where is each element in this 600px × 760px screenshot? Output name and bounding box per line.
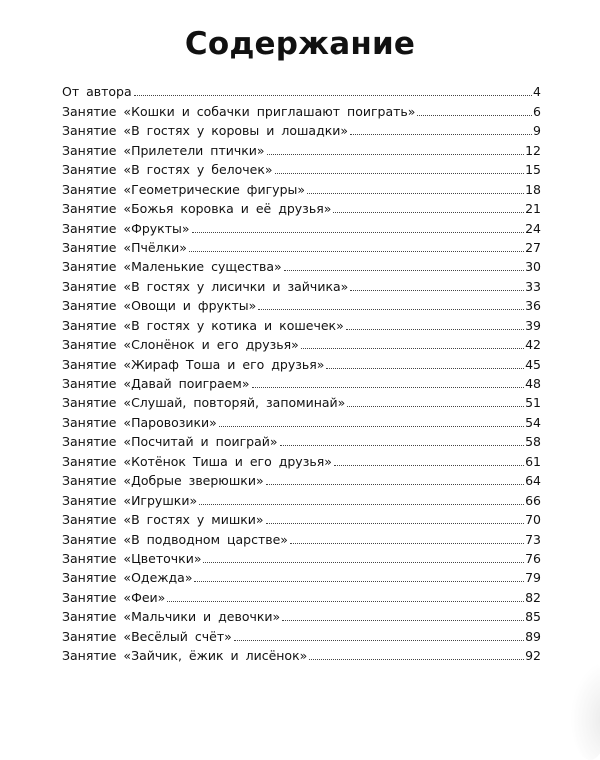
table-of-contents xyxy=(62,80,541,663)
dot-leader xyxy=(234,640,524,641)
toc-entry-page-number: 61 xyxy=(525,453,541,469)
dot-leader xyxy=(290,543,524,544)
dot-leader xyxy=(252,387,525,388)
toc-entry-title: Занятие «Добрые зверюшки» xyxy=(62,473,264,489)
toc-entry-title: Занятие «Зайчик, ёжик и лисёнок» xyxy=(62,648,308,664)
toc-entry xyxy=(62,216,541,235)
toc-entry xyxy=(62,119,541,138)
toc-entry xyxy=(62,255,541,274)
toc-entry-title: Занятие «Божья коровка и её друзья» xyxy=(62,201,332,217)
dot-leader xyxy=(350,290,524,291)
toc-entry-page-number: 58 xyxy=(525,434,541,450)
dot-leader xyxy=(333,212,524,213)
toc-entry-title: Занятие «Давай поиграем» xyxy=(62,376,250,391)
dot-leader xyxy=(346,329,524,330)
toc-entry-page-number: 27 xyxy=(525,239,541,255)
toc-entry xyxy=(62,177,541,196)
toc-entry xyxy=(62,294,541,313)
toc-entry xyxy=(62,80,541,99)
toc-entry-title: Занятие «Весёлый счёт» xyxy=(62,628,232,644)
toc-entry-title: Занятие «Посчитай и поиграй» xyxy=(62,434,278,450)
dot-leader xyxy=(219,426,524,427)
toc-entry-page-number: 66 xyxy=(525,492,541,508)
toc-entry-page-number: 12 xyxy=(525,142,541,158)
dot-leader xyxy=(266,523,525,524)
toc-entry-title: Занятие «В гостях у коровы и лошадки» xyxy=(62,123,349,139)
dot-leader xyxy=(275,173,525,174)
toc-entry xyxy=(62,508,541,527)
dot-leader xyxy=(189,251,524,252)
toc-entry-title: Занятие «Геометрические фигуры» xyxy=(62,181,306,197)
dot-leader xyxy=(199,504,524,505)
toc-entry-page-number: 73 xyxy=(525,531,541,547)
toc-entry xyxy=(62,430,541,449)
toc-entry-title: Занятие «Прилетели птички» xyxy=(62,142,265,158)
toc-entry xyxy=(62,547,541,566)
toc-entry-title: Занятие «Мальчики и девочки» xyxy=(62,609,281,625)
toc-entry-page-number: 54 xyxy=(525,414,541,430)
toc-entry-title: Занятие «В гостях у белочек» xyxy=(62,162,273,178)
dot-leader xyxy=(334,465,524,466)
toc-entry-page-number: 6 xyxy=(533,103,541,119)
page-title: Содержание xyxy=(184,26,416,62)
toc-entry-title: Занятие «Овощи и фрукты» xyxy=(62,298,257,314)
toc-entry-title: Занятие «Котёнок Тиша и его друзья» xyxy=(62,453,332,469)
toc-entry-page-number: 70 xyxy=(525,512,541,528)
toc-entry-title: От автора xyxy=(62,84,132,100)
toc-entry-page-number: 82 xyxy=(525,589,541,605)
toc-entry xyxy=(62,644,541,663)
toc-entry xyxy=(62,391,541,410)
toc-entry-title: Занятие «Паровозики» xyxy=(62,414,217,430)
dot-leader xyxy=(301,348,524,349)
toc-entry-title: Занятие «Кошки и собачки приглашают поиграть» xyxy=(62,103,416,119)
dot-leader xyxy=(350,134,532,135)
toc-entry xyxy=(62,527,541,546)
toc-entry-page-number: 15 xyxy=(525,162,541,178)
toc-entry xyxy=(62,333,541,352)
toc-entry xyxy=(62,488,541,507)
toc-entry-page-number: 21 xyxy=(525,201,541,217)
toc-entry-page-number: 76 xyxy=(525,550,541,566)
toc-entry-page-number: 9 xyxy=(533,123,541,139)
toc-entry xyxy=(62,313,541,332)
page-corner-shadow xyxy=(570,660,600,760)
toc-entry-title: Занятие «В гостях у мишки» xyxy=(62,512,264,528)
toc-entry xyxy=(62,197,541,216)
dot-leader xyxy=(267,154,525,155)
toc-entry-page-number: 51 xyxy=(525,395,541,411)
dot-leader xyxy=(307,193,524,194)
toc-entry xyxy=(62,410,541,429)
dot-leader xyxy=(326,368,524,369)
toc-entry-page-number: 30 xyxy=(525,259,541,275)
toc-entry xyxy=(62,449,541,468)
toc-entry-page-number: 39 xyxy=(525,317,541,333)
toc-entry-page-number: 89 xyxy=(525,628,541,644)
toc-entry-page-number: 85 xyxy=(525,609,541,625)
toc-entry xyxy=(62,158,541,177)
toc-entry-page-number: 18 xyxy=(525,181,541,197)
toc-entry-title: Занятие «В гостях у котика и кошечек» xyxy=(62,317,344,333)
dot-leader xyxy=(192,232,525,233)
dot-leader xyxy=(258,309,524,310)
toc-entry-title: Занятие «Маленькие существа» xyxy=(62,259,282,275)
toc-entry xyxy=(62,469,541,488)
dot-leader xyxy=(167,601,524,602)
toc-entry xyxy=(62,274,541,293)
dot-leader xyxy=(266,484,525,485)
toc-entry-page-number: 33 xyxy=(525,278,541,294)
toc-entry-page-number: 36 xyxy=(525,298,541,314)
toc-entry-page-number: 24 xyxy=(525,220,541,236)
toc-entry-page-number: 48 xyxy=(525,376,541,391)
dot-leader xyxy=(309,659,524,660)
toc-entry xyxy=(62,138,541,157)
toc-entry-title: Занятие «Цветочки» xyxy=(62,550,202,566)
toc-entry-title: Занятие «В гостях у лисички и зайчика» xyxy=(62,278,349,294)
toc-entry xyxy=(62,236,541,255)
toc-entry xyxy=(62,585,541,604)
toc-entry-page-number: 64 xyxy=(525,473,541,489)
toc-entry-title: Занятие «Пчёлки» xyxy=(62,239,187,255)
dot-leader xyxy=(203,562,524,563)
toc-entry-title: Занятие «Одежда» xyxy=(62,570,193,586)
toc-entry-page-number: 42 xyxy=(525,337,541,353)
dot-leader xyxy=(134,95,532,96)
toc-entry xyxy=(62,372,541,391)
dot-leader xyxy=(280,445,525,446)
toc-entry-title: Занятие «В подводном царстве» xyxy=(62,531,288,547)
toc-entry-title: Занятие «Феи» xyxy=(62,589,166,605)
toc-entry-page-number: 92 xyxy=(525,648,541,664)
toc-entry xyxy=(62,99,541,118)
toc-entry-title: Занятие «Фрукты» xyxy=(62,220,190,236)
dot-leader xyxy=(282,620,524,621)
dot-leader xyxy=(347,406,524,407)
dot-leader xyxy=(194,581,524,582)
toc-entry-page-number: 45 xyxy=(525,356,541,372)
toc-entry xyxy=(62,605,541,624)
toc-entry-page-number: 4 xyxy=(533,84,541,100)
toc-entry xyxy=(62,624,541,643)
toc-entry-title: Занятие «Слонёнок и его друзья» xyxy=(62,337,299,353)
toc-entry-title: Занятие «Игрушки» xyxy=(62,492,198,508)
toc-entry xyxy=(62,566,541,585)
toc-entry-title: Занятие «Жираф Тоша и его друзья» xyxy=(62,356,325,372)
toc-entry-title: Занятие «Слушай, повторяй, запоминай» xyxy=(62,395,346,411)
toc-entry xyxy=(62,352,541,371)
dot-leader xyxy=(417,115,532,116)
toc-entry-page-number: 79 xyxy=(525,570,541,586)
dot-leader xyxy=(284,270,524,271)
